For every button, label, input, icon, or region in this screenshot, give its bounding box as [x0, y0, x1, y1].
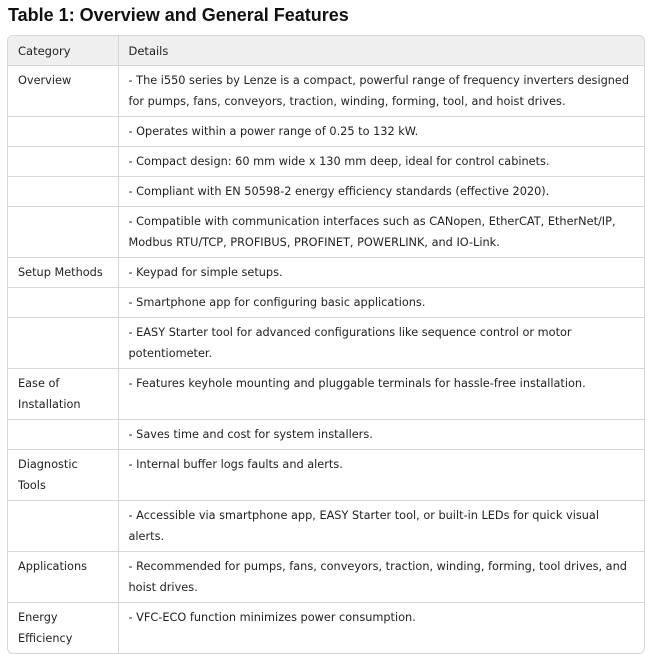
details-cell: - Saves time and cost for system installers.	[118, 420, 644, 450]
table-row	[8, 369, 644, 420]
category-cell: Energy Efficiency	[8, 603, 118, 654]
table-row	[8, 207, 644, 258]
details-cell: - Smartphone app for configuring basic applications.	[118, 288, 644, 318]
table-row	[8, 177, 644, 207]
table-header	[8, 36, 644, 66]
table-row	[8, 147, 644, 177]
category-cell	[8, 420, 118, 450]
details-cell: - Recommended for pumps, fans, conveyors, traction, winding, forming, tool drives, and hoist drives.	[118, 552, 644, 603]
category-cell	[8, 288, 118, 318]
category-cell: Setup Methods	[8, 258, 118, 288]
details-cell: - The i550 series by Lenze is a compact, powerful range of frequency inverters designed for pumps, fans, conveyors, traction, winding, forming, tool, and hoist drives.	[118, 66, 644, 117]
table-row	[8, 288, 644, 318]
table-row	[8, 318, 644, 369]
table-row	[8, 66, 644, 117]
header-category: Category	[8, 36, 118, 66]
table-row	[8, 603, 644, 654]
table-row	[8, 420, 644, 450]
category-cell: Ease of Installation	[8, 369, 118, 420]
category-cell	[8, 177, 118, 207]
table-row	[8, 258, 644, 288]
table-title: Table 1: Overview and General Features	[8, 5, 349, 25]
category-cell: Applications	[8, 552, 118, 603]
details-cell: - Operates within a power range of 0.25 to 132 kW.	[118, 117, 644, 147]
category-cell	[8, 207, 118, 258]
table-row	[8, 450, 644, 501]
details-cell: - Compliant with EN 50598-2 energy efficiency standards (effective 2020).	[118, 177, 644, 207]
category-cell: Diagnostic Tools	[8, 450, 118, 501]
category-cell	[8, 147, 118, 177]
table-row	[8, 501, 644, 552]
features-table	[8, 36, 644, 653]
details-cell: - Keypad for simple setups.	[118, 258, 644, 288]
details-cell: - Internal buffer logs faults and alerts.	[118, 450, 644, 501]
details-cell: - Compatible with communication interfaces such as CANopen, EtherCAT, EtherNet/IP, Modbus RTU/TCP, PROFIBUS, PROFINET, POWERLINK, and IO-Link.	[118, 207, 644, 258]
features-table-container	[7, 35, 645, 654]
category-cell	[8, 318, 118, 369]
details-cell: - Compact design: 60 mm wide x 130 mm deep, ideal for control cabinets.	[118, 147, 644, 177]
table-row	[8, 552, 644, 603]
category-cell	[8, 501, 118, 552]
header-details: Details	[118, 36, 644, 66]
table-body	[8, 66, 644, 654]
details-cell: - Features keyhole mounting and pluggable terminals for hassle-free installation.	[118, 369, 644, 420]
header-row	[8, 36, 644, 66]
details-cell: - VFC-ECO function minimizes power consumption.	[118, 603, 644, 654]
table-row	[8, 117, 644, 147]
category-cell	[8, 117, 118, 147]
details-cell: - Accessible via smartphone app, EASY Starter tool, or built-in LEDs for quick visual alerts.	[118, 501, 644, 552]
details-cell: - EASY Starter tool for advanced configurations like sequence control or motor potentiometer.	[118, 318, 644, 369]
category-cell: Overview	[18, 74, 72, 87]
